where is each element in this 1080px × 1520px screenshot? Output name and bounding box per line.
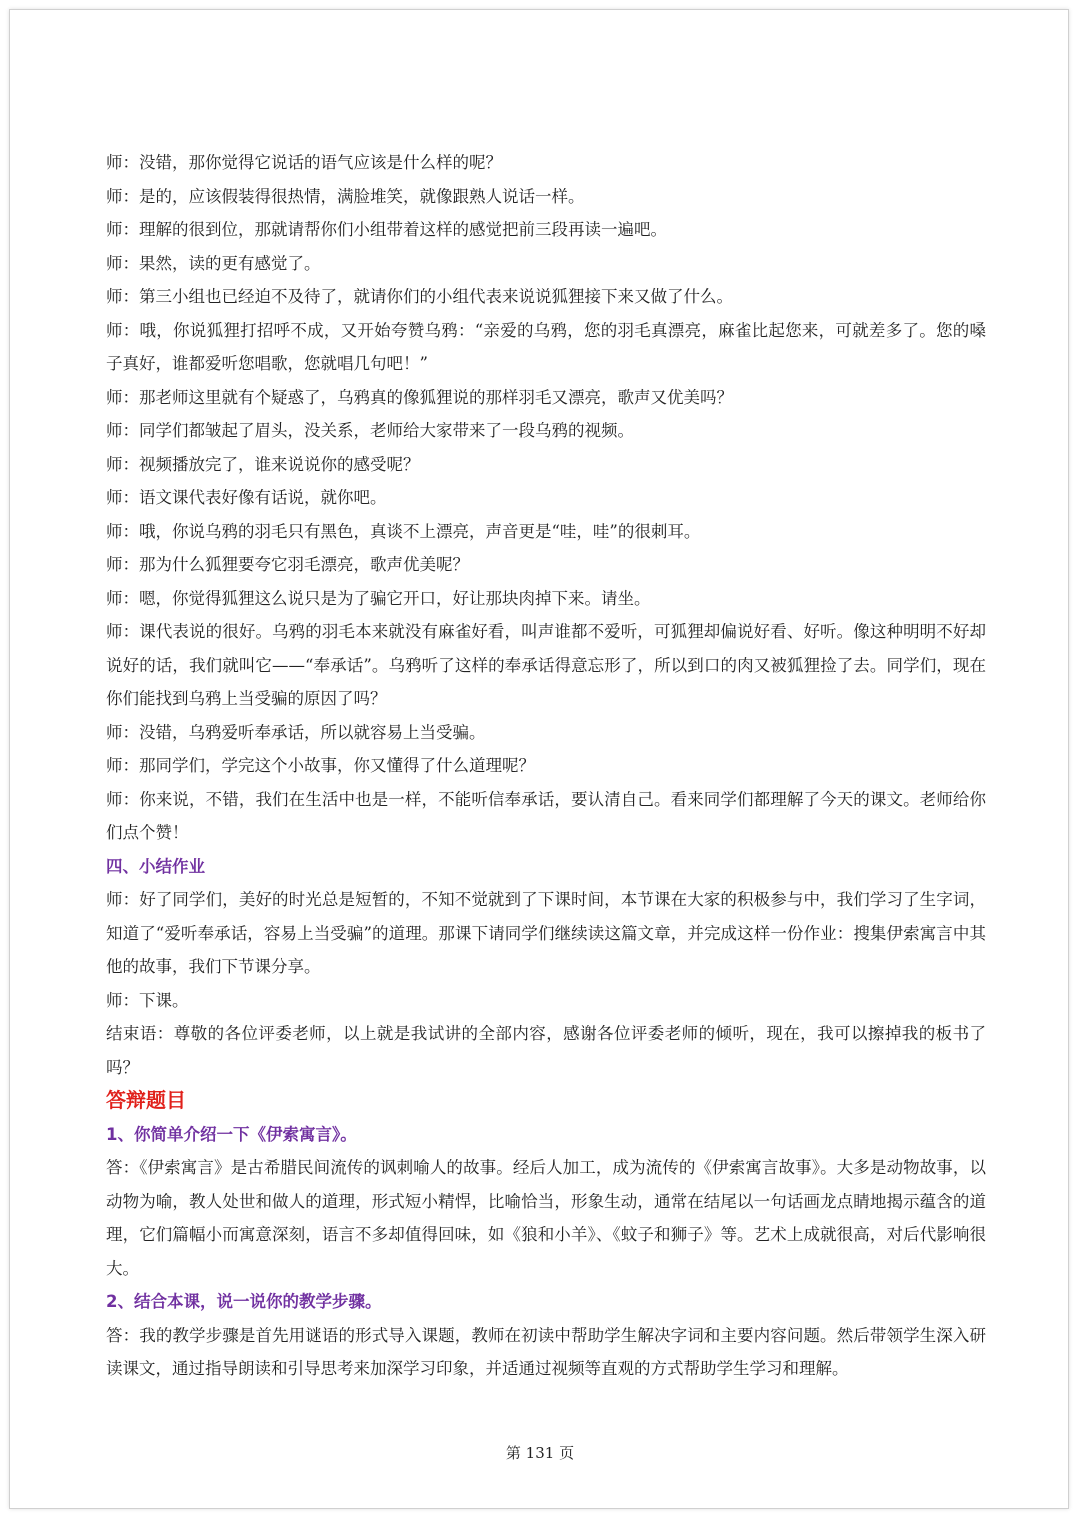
dialogue-line: 师：下课。 <box>106 990 189 1010</box>
document-page <box>9 9 1069 1509</box>
defense-question-1: 1、你简单介绍一下《伊索寓言》。 <box>106 1124 357 1144</box>
dialogue-line: 师：嗯，你觉得狐狸这么说只是为了骗它开口，好让那块肉掉下来。请坐。 <box>106 588 651 608</box>
dialogue-line: 师：是的，应该假装得很热情，满脸堆笑，就像跟熟人说话一样。 <box>106 186 585 206</box>
defense-title: 答辩题目 <box>106 1088 186 1112</box>
closing-remark: 结束语：尊敬的各位评委老师，以上就是我试讲的全部内容，感谢各位评委老师的倾听，现在，我可以擦掉我的板书了吗？ <box>106 1024 986 1077</box>
dialogue-line: 师：那同学们，学完这个小故事，你又懂得了什么道理呢？ <box>106 756 535 775</box>
dialogue-line: 师：第三小组也已经迫不及待了，就请你们的小组代表来说说狐狸接下来又做了什么。 <box>106 287 733 306</box>
dialogue-line: 师：没错，乌鸦爱听奉承话，所以就容易上当受骗。 <box>106 722 486 742</box>
dialogue-line: 师：果然，读的更有感觉了。 <box>106 253 321 273</box>
dialogue-line: 师：哦，你说乌鸦的羽毛只有黑色，真谈不上漂亮，声音更是“哇，哇”的很刺耳。 <box>106 521 701 541</box>
dialogue-line: 师：那为什么狐狸要夸它羽毛漂亮，歌声优美呢？ <box>106 555 469 574</box>
dialogue-line: 师：理解的很到位，那就请帮你们小组带着这样的感觉把前三段再读一遍吧。 <box>106 220 667 239</box>
dialogue-line: 师：好了同学们，美好的时光总是短暂的，不知不觉就到了下课时间，本节课在大家的积极参与中，我们学习了生字词，知道了“爱听奉承话，容易上当受骗”的道理。那课下请同学们继续读这篇文章，并完成这样一份作业：搜集伊索寓言中其他的故事，我们下节课分享。 <box>106 890 986 976</box>
dialogue-line: 师：课代表说的很好。乌鸦的羽毛本来就没有麻雀好看，叫声谁都不爱听，可狐狸却偏说好看、好听。像这种明明不好却说好的话，我们就叫它——“奉承话”。乌鸦听了这样的奉承话得意忘形了，所以到口的肉又被狐狸捡了去。同学们，现在你们能找到乌鸦上当受骗的原因了吗？ <box>106 622 986 708</box>
page-number: 第 131 页 <box>505 1444 575 1462</box>
dialogue-line: 师：没错，那你觉得它说话的语气应该是什么样的呢？ <box>106 153 502 172</box>
dialogue-line: 师：同学们都皱起了眉头，没关系，老师给大家带来了一段乌鸦的视频。 <box>106 421 634 440</box>
defense-question-2: 2、结合本课，说一说你的教学步骤。 <box>106 1292 382 1311</box>
defense-answer-1: 答：《伊索寓言》是古希腊民间流传的讽刺喻人的故事。经后人加工，成为流传的《伊索寓言故事》。大多是动物故事，以动物为喻，教人处世和做人的道理，形式短小精悍，比喻恰当，形象生动，通常在结尾以一句话画龙点睛地揭示蕴含的道理，它们篇幅小而寓意深刻，语言不多却值得回味，如《狼和小羊》、《蚊子和狮子》等。艺术上成就很高，对后代影响很大。 <box>106 1158 986 1278</box>
dialogue-line: 师：那老师这里就有个疑惑了，乌鸦真的像狐狸说的那样羽毛又漂亮，歌声又优美吗？ <box>106 387 733 407</box>
dialogue-line: 师：哦，你说狐狸打招呼不成，又开始夸赞乌鸦：“亲爱的乌鸦，您的羽毛真漂亮，麻雀比起您来，可就差多了。您的嗓子真好，谁都爱听您唱歌，您就唱几句吧！” <box>106 320 986 373</box>
section-heading-summary: 四、小结作业 <box>106 856 205 876</box>
dialogue-line: 师：你来说，不错，我们在生活中也是一样，不能听信奉承话，要认清自己。看来同学们都理解了今天的课文。老师给你们点个赞！ <box>106 789 986 842</box>
page-content <box>106 146 986 1386</box>
dialogue-line: 师：视频播放完了，谁来说说你的感受呢？ <box>106 454 420 474</box>
dialogue-line: 师：语文课代表好像有话说，就你吧。 <box>106 488 387 507</box>
defense-answer-2: 答：我的教学步骤是首先用谜语的形式导入课题，教师在初读中帮助学生解决字词和主要内容问题。然后带领学生深入研读课文，通过指导朗读和引导思考来加深学习印象，并适通过视频等直观的方式帮助学生学习和理解。 <box>106 1325 986 1378</box>
